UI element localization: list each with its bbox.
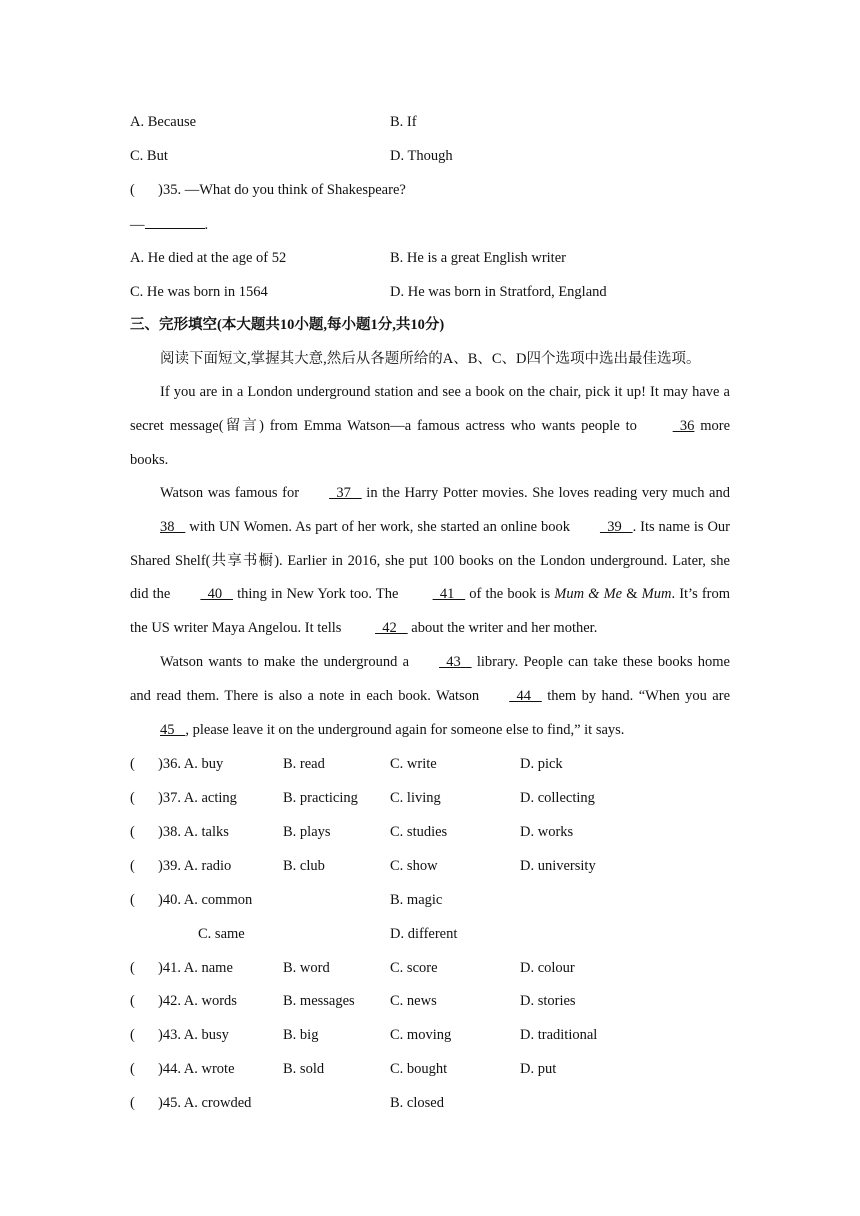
- passage-paragraph-2: [130, 477, 730, 646]
- question-option-d: D. traditional: [520, 1027, 598, 1043]
- answer-paren-open: (: [130, 858, 135, 874]
- question-option-d: D. different: [390, 926, 458, 942]
- answer-paren-open: (: [130, 824, 135, 840]
- q34-option-d: D. Though: [390, 148, 453, 164]
- passage-text: If you are in a London underground station and see a book on the chair, pick it up! It may have a secret message(留言) from Emma Watson—a famous actress who wants people to: [130, 384, 730, 434]
- question-option-a: )40. A. common: [158, 892, 253, 908]
- passage-text: more books.: [130, 417, 731, 468]
- q35-stem: [130, 180, 406, 200]
- question-option-a: )45. A. crowded: [158, 1095, 252, 1111]
- answer-paren-open: (: [130, 1061, 135, 1077]
- question-option-c: C. score: [390, 960, 438, 976]
- answer-paren-open: (: [130, 182, 135, 198]
- question-option-c: C. moving: [390, 1027, 452, 1043]
- passage-text: with UN Women. As part of her work, she started an online book: [185, 518, 570, 535]
- blank-39: 39: [599, 518, 633, 535]
- question-option-a: )38. A. talks: [158, 824, 229, 840]
- q34-option-row-2: [130, 146, 453, 166]
- question-option-d: D. works: [520, 824, 574, 840]
- question-option-b: B. read: [283, 756, 325, 772]
- q34-option-c: C. But: [130, 148, 168, 164]
- question-option-a: )44. A. wrote: [158, 1061, 235, 1077]
- question-option-b: B. closed: [390, 1095, 444, 1111]
- passage-paragraph-3: [130, 646, 730, 747]
- q35-question: 35. —What do you think of Shakespeare?: [163, 182, 406, 198]
- q35-option-b: B. He is a great English writer: [390, 250, 566, 266]
- question-option-a: )36. A. buy: [158, 756, 224, 772]
- question-option-c: C. bought: [390, 1061, 448, 1077]
- section-heading: 三、完形填空(本大题共10小题,每小题1分,共10分): [130, 317, 445, 333]
- passage-text: of the book is: [465, 586, 555, 603]
- passage-text: them by hand. “When you are: [541, 687, 731, 704]
- blank-41: 41: [432, 586, 466, 603]
- question-option-d: D. university: [520, 858, 596, 874]
- passage-text: Watson was famous for: [160, 485, 300, 501]
- question-option-d: D. colour: [520, 960, 575, 976]
- q35-option-a: A. He died at the age of 52: [130, 250, 287, 266]
- passage-text: thing in New York too. The: [233, 586, 403, 603]
- question-option-c: C. living: [390, 790, 441, 806]
- blank-44: 44: [509, 687, 542, 704]
- question-option-d: D. collecting: [520, 790, 595, 806]
- answer-paren-open: (: [130, 790, 135, 806]
- question-option-c: C. same: [198, 926, 245, 942]
- q35-answer-period: .: [204, 217, 209, 233]
- section-instruction: 阅读下面短文,掌握其大意,然后从各题所给的A、B、C、D四个选项中选出最佳选项。: [160, 351, 701, 367]
- answer-paren-open: (: [130, 993, 135, 1009]
- question-option-d: D. stories: [520, 993, 576, 1009]
- question-option-b: B. big: [283, 1027, 319, 1043]
- question-option-b: B. club: [283, 858, 325, 874]
- blank-36: 36: [672, 417, 695, 434]
- q35-option-row-1: [130, 248, 566, 268]
- passage-text: &: [622, 586, 642, 603]
- passage-text: in the Harry Potter movies. She loves reading very much and: [361, 485, 730, 501]
- blank-45: 45: [160, 721, 186, 738]
- blank-42: 42: [375, 620, 408, 637]
- passage-paragraph-1: [130, 376, 730, 477]
- question-option-c: C. news: [390, 993, 437, 1009]
- question-option-c: C. write: [390, 756, 437, 772]
- question-option-b: B. plays: [283, 824, 331, 840]
- question-option-d: D. put: [520, 1061, 557, 1077]
- q35-answer-dash: —: [130, 217, 145, 233]
- blank-38: 38: [160, 518, 186, 535]
- q35-option-row-2: [130, 282, 607, 302]
- q34-option-b: B. If: [390, 114, 417, 130]
- question-option-b: B. sold: [283, 1061, 325, 1077]
- answer-paren-open: (: [130, 756, 135, 772]
- passage-text: . Its name is Our Shared Shelf(共享书橱). Earlier in 2016, she put 100 books on the London underground. Later, she did the: [130, 518, 731, 603]
- answer-paren-open: (: [130, 892, 135, 908]
- q35-answer-blank: [145, 214, 205, 229]
- blank-40: 40: [200, 586, 233, 603]
- question-option-a: )39. A. radio: [158, 858, 232, 874]
- passage-text: , please leave it on the underground again for someone else to find,” it says.: [185, 721, 625, 738]
- answer-paren-open: (: [130, 1027, 135, 1043]
- question-option-b: B. messages: [283, 993, 355, 1009]
- question-option-a: )43. A. busy: [158, 1027, 229, 1043]
- question-option-b: B. word: [283, 960, 330, 976]
- answer-paren-open: (: [130, 960, 135, 976]
- q35-option-d: D. He was born in Stratford, England: [390, 284, 607, 300]
- q35-answer-line: [130, 214, 208, 235]
- passage-text: Watson wants to make the underground a: [160, 654, 410, 670]
- blank-37: 37: [329, 485, 362, 501]
- question-option-c: C. show: [390, 858, 438, 874]
- question-option-b: B. magic: [390, 892, 443, 908]
- passage-text: library. People can take these books home and read them. There is also a note in each book. Watson: [130, 654, 730, 704]
- question-option-a: )41. A. name: [158, 960, 233, 976]
- question-option-a: )37. A. acting: [158, 790, 237, 806]
- q34-option-row-1: [130, 112, 417, 132]
- q34-option-a: A. Because: [130, 114, 197, 130]
- passage-text: about the writer and her mother.: [407, 620, 598, 637]
- answer-paren-close: ): [158, 182, 163, 198]
- q35-option-c: C. He was born in 1564: [130, 284, 268, 300]
- question-option-c: C. studies: [390, 824, 448, 840]
- blank-43: 43: [439, 654, 472, 670]
- question-option-d: D. pick: [520, 756, 563, 772]
- passage-text: . It’s from the US writer Maya Angelou. It tells: [130, 586, 731, 637]
- book-title: Mum & Me: [554, 586, 623, 603]
- question-option-b: B. practicing: [283, 790, 358, 806]
- answer-paren-open: (: [130, 1095, 135, 1111]
- question-option-a: )42. A. words: [158, 993, 237, 1009]
- book-title: Mum: [641, 586, 672, 603]
